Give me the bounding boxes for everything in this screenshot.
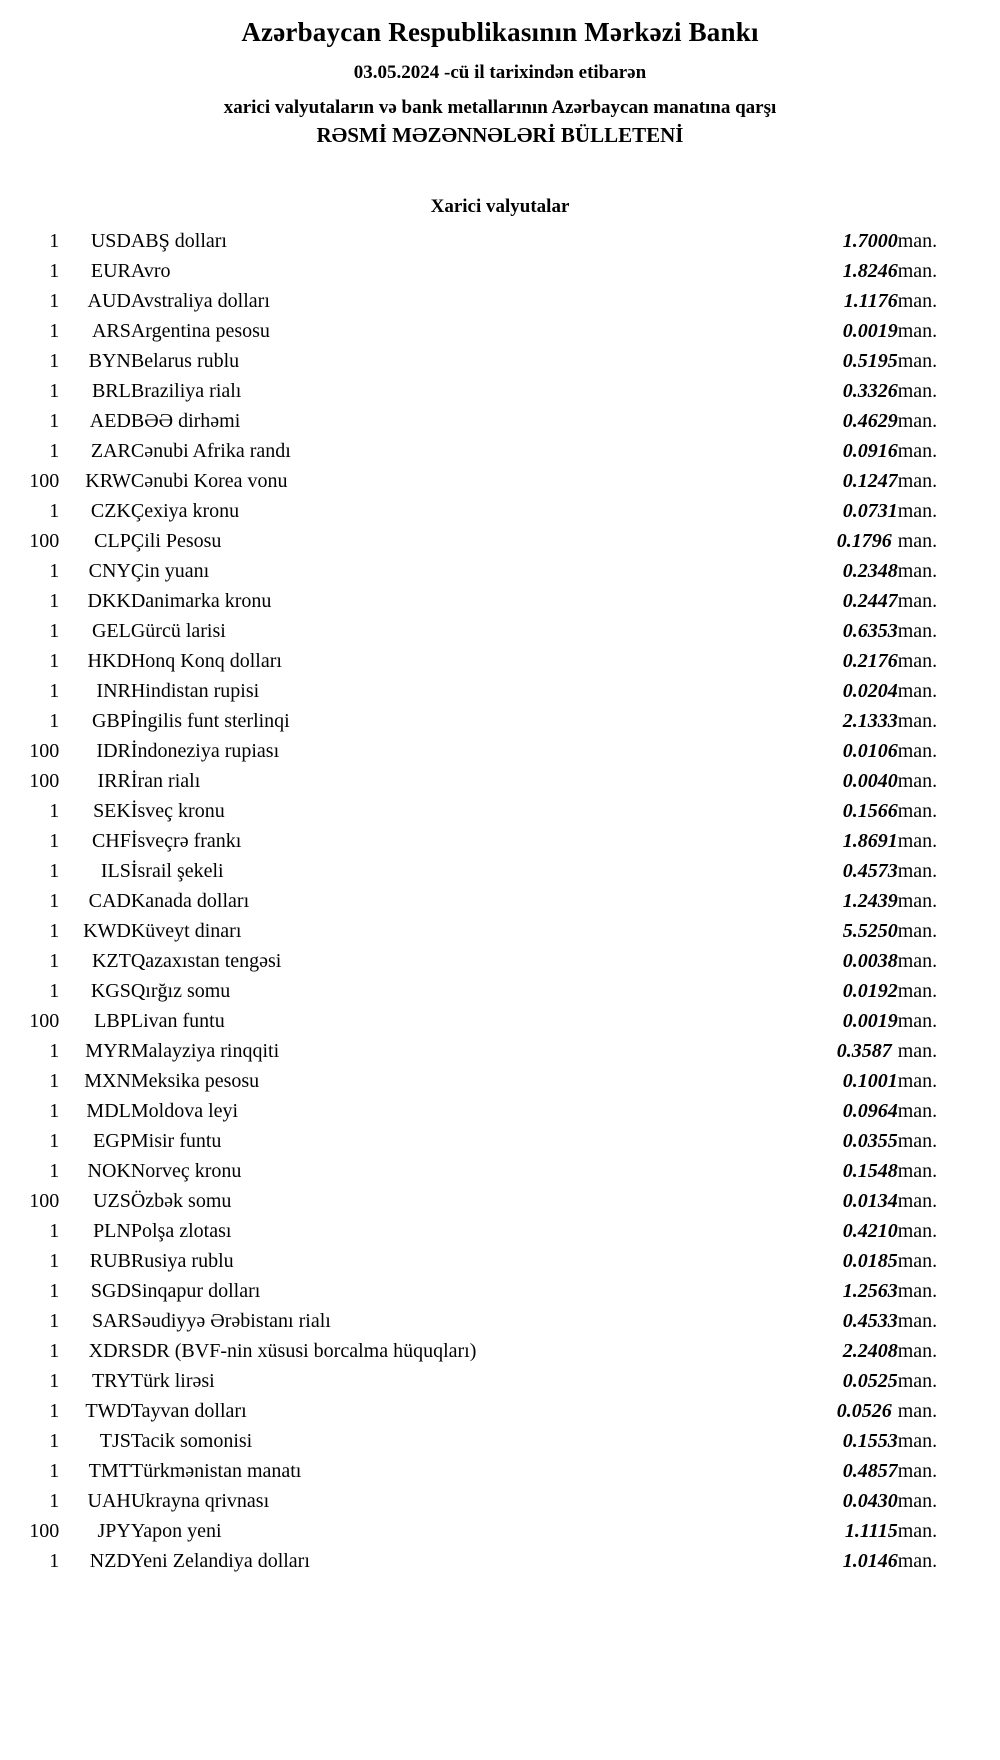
rate-units: 1 <box>49 590 60 613</box>
rate-value: 0.0106 <box>842 740 898 763</box>
rate-units: 1 <box>49 1280 60 1303</box>
table-row <box>0 1216 1000 1246</box>
currency-name: Moldova leyi <box>130 1100 239 1123</box>
currency-code: CNY <box>88 560 131 583</box>
currency-name: Rusiya rublu <box>130 1250 234 1273</box>
currency-name: Hindistan rupisi <box>130 680 260 703</box>
table-row <box>0 766 1000 796</box>
rate-unit-label: man. <box>897 1400 938 1423</box>
table-row <box>0 616 1000 646</box>
rate-value: 1.0146 <box>842 1550 898 1573</box>
table-row <box>0 466 1000 496</box>
rate-value: 0.4573 <box>842 860 898 883</box>
rate-value: 0.0525 <box>842 1370 898 1393</box>
currency-code: HKD <box>87 650 131 673</box>
rate-unit-label: man. <box>897 440 938 463</box>
currency-name: Küveyt dinarı <box>130 920 242 943</box>
rate-units: 1 <box>49 830 60 853</box>
rate-unit-label: man. <box>897 470 938 493</box>
table-row <box>0 706 1000 736</box>
rate-units: 100 <box>29 470 60 493</box>
currency-name: Norveç kronu <box>130 1160 242 1183</box>
rate-units: 1 <box>49 1100 60 1123</box>
rate-value: 0.0916 <box>842 440 898 463</box>
rate-units: 1 <box>49 1160 60 1183</box>
currency-code: GBP <box>91 710 131 733</box>
currency-name: Türkmənistan manatı <box>130 1460 302 1483</box>
rate-value: 0.0038 <box>842 950 898 973</box>
rate-unit-label: man. <box>897 410 938 433</box>
table-row <box>0 1396 1000 1426</box>
rate-units: 1 <box>49 1370 60 1393</box>
table-row <box>0 586 1000 616</box>
rate-value: 0.2176 <box>842 650 898 673</box>
rate-value: 0.3587 <box>836 1040 892 1063</box>
currency-name: Braziliya rialı <box>130 380 242 403</box>
currency-name: BƏƏ dirhəmi <box>130 410 241 433</box>
rate-unit-label: man. <box>897 1040 938 1063</box>
rate-unit-label: man. <box>897 230 938 253</box>
table-row <box>0 1546 1000 1576</box>
rate-units: 1 <box>49 560 60 583</box>
rate-unit-label: man. <box>897 800 938 823</box>
currency-code: KWD <box>83 920 131 943</box>
rate-unit-label: man. <box>897 260 938 283</box>
currency-code: AUD <box>87 290 131 313</box>
table-row <box>0 826 1000 856</box>
rate-units: 1 <box>49 650 60 673</box>
currency-code: AED <box>89 410 131 433</box>
table-row <box>0 1006 1000 1036</box>
rate-unit-label: man. <box>897 1070 938 1093</box>
currency-code: NZD <box>89 1550 131 1573</box>
rate-units: 100 <box>29 1520 60 1543</box>
table-row <box>0 646 1000 676</box>
currency-name: İndoneziya rupiası <box>130 740 280 763</box>
currency-name: Avro <box>130 260 171 283</box>
rate-value: 0.4857 <box>842 1460 898 1483</box>
table-row <box>0 946 1000 976</box>
rate-units: 1 <box>49 920 60 943</box>
currency-name: Tacik somonisi <box>130 1430 253 1453</box>
currency-name: Meksika pesosu <box>130 1070 260 1093</box>
currency-name: Belarus rublu <box>130 350 240 373</box>
rate-units: 1 <box>49 410 60 433</box>
currency-code: IRR <box>97 770 131 793</box>
currency-name: İsrail şekeli <box>130 860 224 883</box>
bulletin-subtitle-line-1: xarici valyutaların və bank metallarının Azərbaycan manatına qarşı <box>223 97 777 119</box>
rate-value: 0.1548 <box>842 1160 898 1183</box>
rate-value: 0.2348 <box>842 560 898 583</box>
rate-value: 0.1566 <box>842 800 898 823</box>
rate-value: 1.1176 <box>843 290 898 313</box>
rate-value: 1.8246 <box>842 260 898 283</box>
currency-name: Danimarka kronu <box>130 590 272 613</box>
rate-value: 0.0192 <box>842 980 898 1003</box>
rate-unit-label: man. <box>897 1190 938 1213</box>
currency-name: Cənubi Korea vonu <box>130 470 288 493</box>
rate-unit-label: man. <box>897 860 938 883</box>
table-row <box>0 1366 1000 1396</box>
currency-code: MYR <box>85 1040 131 1063</box>
rate-units: 1 <box>49 380 60 403</box>
rate-unit-label: man. <box>897 1520 938 1543</box>
currency-name: Özbək somu <box>130 1190 232 1213</box>
currency-name: Səudiyyə Ərəbistanı rialı <box>130 1310 331 1333</box>
rate-unit-label: man. <box>897 320 938 343</box>
currency-code: NOK <box>87 1160 131 1183</box>
rate-value: 0.0204 <box>842 680 898 703</box>
currency-code: UZS <box>93 1190 131 1213</box>
currency-code: ARS <box>91 320 131 343</box>
currency-code: TWD <box>85 1400 131 1423</box>
rate-unit-label: man. <box>897 380 938 403</box>
rate-value: 0.4629 <box>842 410 898 433</box>
rate-unit-label: man. <box>897 950 938 973</box>
currency-code: XDR <box>88 1340 131 1363</box>
currency-name: İsveçrə frankı <box>130 830 242 853</box>
currency-name: Cənubi Afrika randı <box>130 440 291 463</box>
currency-code: BRL <box>91 380 131 403</box>
rate-unit-label: man. <box>897 740 938 763</box>
rate-unit-label: man. <box>897 560 938 583</box>
currency-name: Çin yuanı <box>130 560 210 583</box>
rate-unit-label: man. <box>897 1460 938 1483</box>
currency-code: SEK <box>93 800 131 823</box>
rate-value: 0.0185 <box>842 1250 898 1273</box>
rate-units: 1 <box>49 320 60 343</box>
rate-unit-label: man. <box>897 770 938 793</box>
table-row <box>0 376 1000 406</box>
currency-code: PLN <box>93 1220 131 1243</box>
table-row <box>0 1486 1000 1516</box>
currency-name: İngilis funt sterlinqi <box>130 710 290 733</box>
table-row <box>0 1246 1000 1276</box>
currency-code: BYN <box>88 350 131 373</box>
currency-code: KZT <box>91 950 131 973</box>
table-row <box>0 526 1000 556</box>
rate-value: 5.5250 <box>842 920 898 943</box>
currency-name: Avstraliya dolları <box>130 290 270 313</box>
section-heading-foreign-currencies: Xarici valyutalar <box>430 196 570 218</box>
rate-value: 0.0134 <box>842 1190 898 1213</box>
rate-unit-label: man. <box>897 1490 938 1513</box>
currency-code: SAR <box>91 1310 131 1333</box>
rate-unit-label: man. <box>897 1280 938 1303</box>
rate-value: 0.0526 <box>836 1400 892 1423</box>
currency-name: ABŞ dolları <box>130 230 227 253</box>
table-row <box>0 1426 1000 1456</box>
currency-name: Malayziya rinqqiti <box>130 1040 280 1063</box>
currency-code: TJS <box>99 1430 131 1453</box>
rate-units: 1 <box>49 440 60 463</box>
currency-name: Türk lirəsi <box>130 1370 215 1393</box>
rate-units: 100 <box>29 1010 60 1033</box>
rate-units: 100 <box>29 740 60 763</box>
table-row <box>0 346 1000 376</box>
table-row <box>0 1456 1000 1486</box>
currency-code: TRY <box>91 1370 131 1393</box>
rate-units: 1 <box>49 1430 60 1453</box>
rate-value: 0.3326 <box>842 380 898 403</box>
currency-name: Honq Konq dolları <box>130 650 282 673</box>
rate-value: 0.4210 <box>842 1220 898 1243</box>
rate-units: 1 <box>49 500 60 523</box>
rate-unit-label: man. <box>897 1550 938 1573</box>
rate-value: 1.1115 <box>844 1520 898 1543</box>
table-row <box>0 1306 1000 1336</box>
table-row <box>0 496 1000 526</box>
rate-units: 1 <box>49 290 60 313</box>
rate-unit-label: man. <box>897 920 938 943</box>
rate-units: 100 <box>29 770 60 793</box>
table-row <box>0 286 1000 316</box>
rate-units: 1 <box>49 350 60 373</box>
currency-name: Yapon yeni <box>130 1520 222 1543</box>
currency-code: KGS <box>90 980 131 1003</box>
rate-value: 0.0355 <box>842 1130 898 1153</box>
currency-name: Polşa zlotası <box>130 1220 232 1243</box>
rate-units: 1 <box>49 710 60 733</box>
rate-value: 0.6353 <box>842 620 898 643</box>
currency-name: Livan funtu <box>130 1010 225 1033</box>
rate-units: 1 <box>49 1340 60 1363</box>
rate-value: 0.1553 <box>842 1430 898 1453</box>
currency-name: Çexiya kronu <box>130 500 240 523</box>
rate-value: 1.8691 <box>842 830 898 853</box>
rate-unit-label: man. <box>897 590 938 613</box>
rate-value: 0.0964 <box>842 1100 898 1123</box>
currency-code: ILS <box>100 860 131 883</box>
rate-value: 0.4533 <box>842 1310 898 1333</box>
rate-unit-label: man. <box>897 1130 938 1153</box>
currency-code: EGP <box>93 1130 131 1153</box>
rate-units: 1 <box>49 1130 60 1153</box>
table-row <box>0 1336 1000 1366</box>
currency-code: IDR <box>96 740 131 763</box>
currency-code: EUR <box>90 260 131 283</box>
rate-value: 1.7000 <box>842 230 898 253</box>
rate-value: 0.1796 <box>836 530 892 553</box>
currency-name: Sinqapur dolları <box>130 1280 261 1303</box>
rate-units: 1 <box>49 1490 60 1513</box>
rate-unit-label: man. <box>897 1220 938 1243</box>
currency-code: GEL <box>91 620 131 643</box>
rate-units: 1 <box>49 950 60 973</box>
rate-unit-label: man. <box>897 620 938 643</box>
rate-units: 1 <box>49 1310 60 1333</box>
rate-units: 100 <box>29 1190 60 1213</box>
currency-name: İran rialı <box>130 770 201 793</box>
rate-value: 0.1247 <box>842 470 898 493</box>
rate-units: 1 <box>49 1250 60 1273</box>
bulletin-subtitle-line-2: RƏSMİ MƏZƏNNƏLƏRİ BÜLLETENİ <box>316 123 684 148</box>
rate-unit-label: man. <box>897 1430 938 1453</box>
rate-unit-label: man. <box>897 1100 938 1123</box>
currency-name: Qırğız somu <box>130 980 231 1003</box>
table-row <box>0 886 1000 916</box>
rate-units: 1 <box>49 680 60 703</box>
table-row <box>0 736 1000 766</box>
currency-code: TMT <box>88 1460 131 1483</box>
rate-unit-label: man. <box>897 680 938 703</box>
page-title: Azərbaycan Respublikasının Mərkəzi Bankı <box>241 17 759 47</box>
rate-value: 0.0731 <box>842 500 898 523</box>
table-row <box>0 976 1000 1006</box>
currency-name: Argentina pesosu <box>130 320 270 343</box>
rate-units: 1 <box>49 860 60 883</box>
currency-code: ZAR <box>90 440 131 463</box>
currency-code: MDL <box>86 1100 131 1123</box>
rate-unit-label: man. <box>897 350 938 373</box>
currency-code: INR <box>96 680 131 703</box>
table-row <box>0 1186 1000 1216</box>
rate-units: 100 <box>29 530 60 553</box>
table-row <box>0 1096 1000 1126</box>
rate-value: 0.0040 <box>842 770 898 793</box>
currency-name: Qazaxıstan tengəsi <box>130 950 282 973</box>
table-row <box>0 226 1000 256</box>
rate-units: 1 <box>49 260 60 283</box>
rate-value: 0.5195 <box>842 350 898 373</box>
table-row <box>0 856 1000 886</box>
rate-unit-label: man. <box>897 830 938 853</box>
table-row <box>0 1156 1000 1186</box>
exchange-rates-body <box>0 226 1000 1576</box>
rate-unit-label: man. <box>897 710 938 733</box>
table-row <box>0 406 1000 436</box>
currency-code: MXN <box>84 1070 131 1093</box>
currency-name: Çili Pesosu <box>130 530 222 553</box>
currency-name: Kanada dolları <box>130 890 250 913</box>
table-row <box>0 916 1000 946</box>
table-row <box>0 256 1000 286</box>
effective-date-line: 03.05.2024 -cü il tarixindən etibarən <box>353 62 647 84</box>
rate-unit-label: man. <box>897 1370 938 1393</box>
rate-value: 2.2408 <box>842 1340 898 1363</box>
rate-value: 1.2439 <box>842 890 898 913</box>
currency-name: SDR (BVF-nin xüsusi borcalma hüquqları) <box>130 1340 477 1363</box>
rate-units: 1 <box>49 230 60 253</box>
rate-units: 1 <box>49 620 60 643</box>
rate-units: 1 <box>49 890 60 913</box>
rate-units: 1 <box>49 1550 60 1573</box>
currency-name: Gürcü larisi <box>130 620 226 643</box>
rate-unit-label: man. <box>897 980 938 1003</box>
rate-units: 1 <box>49 1070 60 1093</box>
rate-value: 0.2447 <box>842 590 898 613</box>
rate-unit-label: man. <box>897 290 938 313</box>
currency-name: Ukrayna qrivnası <box>130 1490 270 1513</box>
currency-name: Misir funtu <box>130 1130 222 1153</box>
rate-value: 0.0430 <box>842 1490 898 1513</box>
exchange-rates-table <box>0 226 1000 1576</box>
currency-code: CAD <box>88 890 131 913</box>
rate-unit-label: man. <box>897 650 938 673</box>
rate-units: 1 <box>49 1460 60 1483</box>
currency-name: İsveç kronu <box>130 800 225 823</box>
rate-value: 0.0019 <box>842 1010 898 1033</box>
rate-value: 1.2563 <box>842 1280 898 1303</box>
currency-code: UAH <box>87 1490 131 1513</box>
rate-units: 1 <box>49 1400 60 1423</box>
rate-unit-label: man. <box>897 1160 938 1183</box>
table-row <box>0 1126 1000 1156</box>
table-row <box>0 316 1000 346</box>
rate-unit-label: man. <box>897 1250 938 1273</box>
table-row <box>0 436 1000 466</box>
table-row <box>0 1036 1000 1066</box>
table-row <box>0 676 1000 706</box>
rate-units: 1 <box>49 980 60 1003</box>
table-row <box>0 556 1000 586</box>
rate-units: 1 <box>49 800 60 823</box>
rate-unit-label: man. <box>897 1310 938 1333</box>
currency-code: SGD <box>90 1280 131 1303</box>
table-row <box>0 1516 1000 1546</box>
rate-value: 0.0019 <box>842 320 898 343</box>
rate-value: 0.1001 <box>842 1070 898 1093</box>
currency-code: DKK <box>87 590 131 613</box>
currency-code: CHF <box>91 830 131 853</box>
rate-units: 1 <box>49 1040 60 1063</box>
currency-code: KRW <box>85 470 131 493</box>
currency-name: Tayvan dolları <box>130 1400 247 1423</box>
currency-name: Yeni Zelandiya dolları <box>130 1550 310 1573</box>
rate-unit-label: man. <box>897 500 938 523</box>
currency-code: JPY <box>97 1520 131 1543</box>
rate-unit-label: man. <box>897 890 938 913</box>
rate-value: 2.1333 <box>842 710 898 733</box>
currency-code: LBP <box>94 1010 131 1033</box>
rate-unit-label: man. <box>897 1010 938 1033</box>
currency-code: CLP <box>94 530 131 553</box>
rate-unit-label: man. <box>897 1340 938 1363</box>
table-row <box>0 796 1000 826</box>
currency-code: RUB <box>89 1250 131 1273</box>
rate-unit-label: man. <box>897 530 938 553</box>
table-row <box>0 1276 1000 1306</box>
table-row <box>0 1066 1000 1096</box>
currency-code: USD <box>90 230 131 253</box>
rate-units: 1 <box>49 1220 60 1243</box>
currency-code: CZK <box>90 500 131 523</box>
